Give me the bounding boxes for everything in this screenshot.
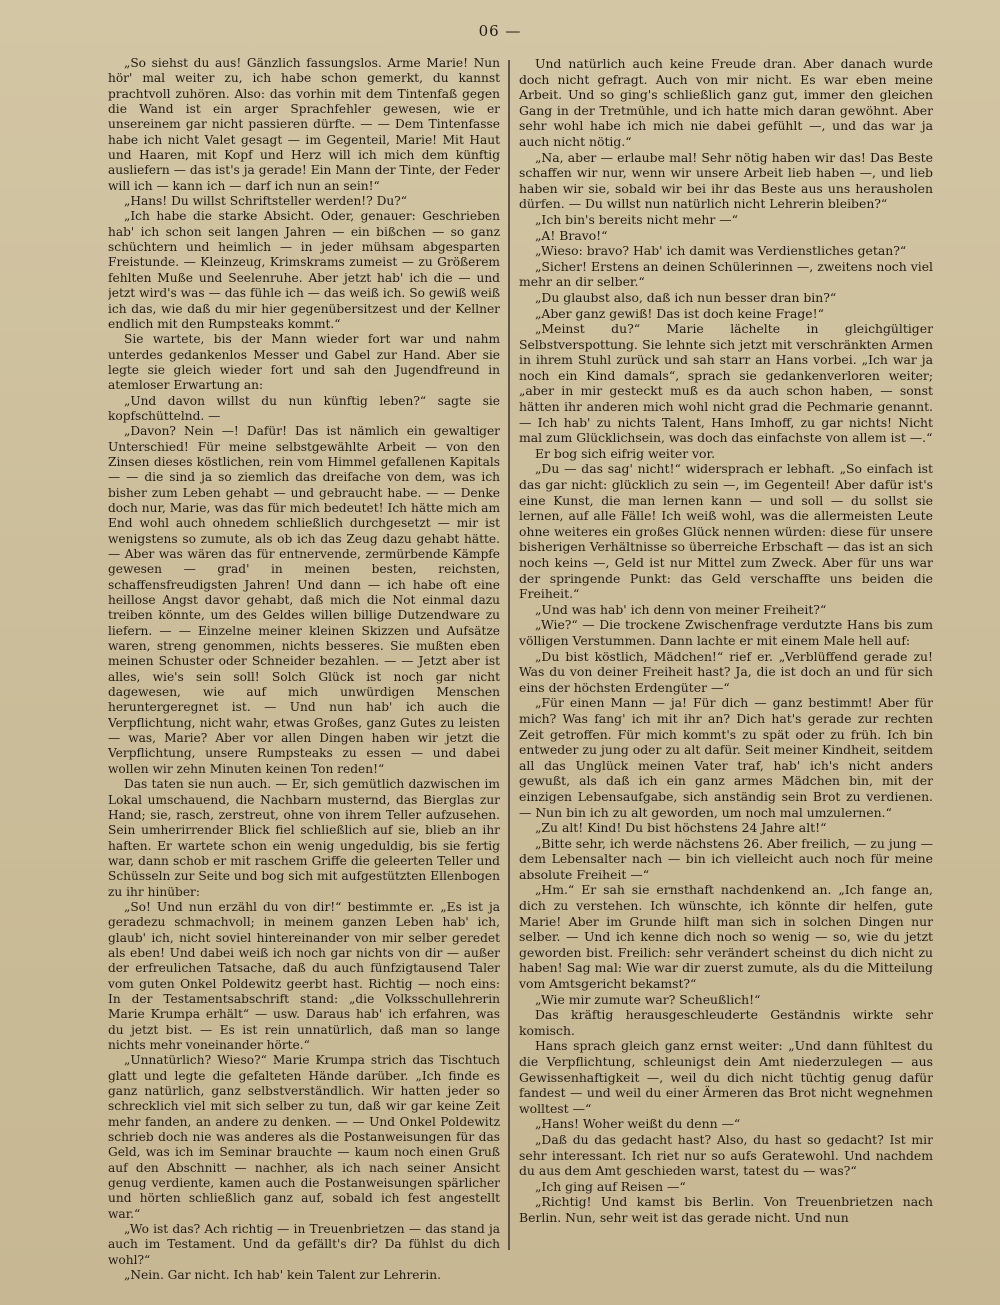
paragraph: „So! Und nun erzähl du von dir!“ bestimmte er. „Es ist ja geradezu schmachvoll; in meinem ganzen Leben hab' ich, glaub' ich, nicht soviel hintereinander von mir selber geredet als eben! Und dabei weiß ich noch gar nichts von dir — außer der erfreulichen Tatsache, daß du auch fünfzigtausend Taler vom guten Onkel Poldewitz geerbt hast. Richtig — noch eins: In der Testamentsabschrift stand: „die Volksschullehrerin Marie Krumpa erhält“ — usw. Daraus hab' ich erfahren, was du jetzt bist. — Es ist rein unnatürlich, daß man so lange nichts mehr voneinander hörte.“ [108, 899, 500, 1052]
paragraph: „Nein. Gar nicht. Ich hab' kein Talent zur Lehrerin. [124, 1268, 441, 1283]
paragraph: „Du glaubst also, daß ich nun besser dran bin?“ [535, 289, 837, 305]
paragraph: „Bitte sehr, ich werde nächstens 26. Aber freilich, — zu jung — dem Lebensalter nach — bin ich vielleicht auch noch für meine absolute Freiheit —“ [519, 835, 933, 882]
paragraph: „Hans! Woher weißt du denn —“ [535, 1116, 741, 1132]
paragraph: „Aber ganz gewiß! Das ist doch keine Frage!“ [535, 305, 824, 321]
paragraph: „Zu alt! Kind! Du bist höchstens 24 Jahre alt!“ [535, 820, 827, 836]
paragraph: „Na, aber — erlaube mal! Sehr nötig haben wir das! Das Beste schaffen wir nur, wenn wir unsere Arbeit lieb haben —, und lieb haben wir sie, sobald wir bei ihr das Beste aus uns herausholen dürfen. — Du willst nun natürlich nicht Lehrerin bleiben?“ [519, 149, 933, 212]
paragraph: „Du — das sag' nicht!“ widersprach er lebhaft. „So einfach ist das gar nicht: glücklich zu sein —, im Gegenteil! Aber dafür ist's eine Kunst, die man lernen kann — und soll — du sollst sie lernen, auf alle Fälle! Ich weiß wohl, was die allermeisten Leute ohne weiteres ein großes Glück nennen würden: diese für unsere bisherigen Verhältnisse so überreiche Erbschaft — das ist an sich noch keins —, Geld ist nur Mittel zum Zweck. Aber für uns war der springende Punkt: das Geld verschaffte uns beiden die Freiheit.“ [519, 461, 933, 602]
paragraph: „Ich bin's bereits nicht mehr —“ [535, 211, 738, 227]
paragraph: „Wie?“ — Die trockene Zwischenfrage verdutzte Hans bis zum völligen Verstummen. Dann lachte er mit einem Male hell auf: [519, 617, 933, 648]
paragraph: „Meinst du?“ Marie lächelte in gleichgültiger Selbstverspottung. Sie lehnte sich jetzt mit verschränkten Armen in ihrem Stuhl zurück und sah starr an Hans vorbei. „Ich war ja noch ein Kind damals“, sprach sie gedankenverloren weiter; „aber in mir gesteckt muß es da auch schon haben, — sonst hätten ihr anderen mich wohl nicht grad die Pechmarie genannt. — Ich hab' zu nichts Talent, Hans Imhoff, zu gar nichts! Nicht mal zum Glücklichsein, was doch das einfachste von allem ist —.“ [519, 321, 933, 446]
paragraph: „Unnatürlich? Wieso?“ Marie Krumpa strich das Tischtuch glatt und legte die gefalteten Hände darüber. „Ich finde es ganz natürlich, ganz selbstverständlich. Wir hatten jeder so schrecklich viel mit sich selber zu tun, daß wir gar keine Zeit mehr fanden, an andere zu denken. — — Und Onkel Poldewitz schrieb doch nie was anderes als die Postanweisungen für das Geld, was ich im Seminar brauchte — kaum noch einen Gruß auf den Abschnitt — nachher, als ich nach seiner Ansicht genug verdiente, kamen auch die Postanweisungen spärlicher und hörten schließlich ganz auf, sobald ich fest angestellt war.“ [108, 1053, 500, 1221]
paragraph: Das taten sie nun auch. — Er, sich gemütlich dazwischen im Lokal umschauend, die Nachbarn musternd, das Bierglas zur Hand; sie, rasch, zerstreut, ohne von ihrem Teller aufzusehen. Sein umherirrender Blick fiel schließlich auf sie, blieb an ihr haften. Er wartete schon ein wenig ungeduldig, bis sie fertig war, dann schob er mit raschem Griffe die geleerten Teller und Schüsseln zur Seite und bog sich mit aufgestützten Ellenbogen zu ihr hinüber: [108, 777, 500, 899]
left-text-column [108, 56, 500, 1296]
paragraph: „Ich ging auf Reisen —“ [535, 1178, 686, 1194]
paragraph: „Hans! Du willst Schriftsteller werden!? Du?“ [124, 194, 407, 209]
paragraph: Hans sprach gleich ganz ernst weiter: „Und dann fühltest du die Verpflichtung, schleunigst dein Amt niederzulegen — aus Gewissenhaftigkeit —, weil du dich nicht tüchtig genug dafür fandest — und weil du einer Ärmeren das Brot nicht wegnehmen wolltest —“ [519, 1038, 933, 1116]
paragraph: „Richtig! Und kamst bis Berlin. Von Treuenbrietzen nach Berlin. Nun, sehr weit ist das gerade nicht. Und nun [519, 1194, 933, 1225]
column-divider [508, 60, 510, 1250]
paragraph: „Wieso: bravo? Hab' ich damit was Verdienstliches getan?“ [535, 243, 907, 259]
paragraph: Und natürlich auch keine Freude dran. Aber danach wurde doch nicht gefragt. Auch von mir nicht. Es war eben meine Arbeit. Und so ging's schließlich ganz gut, immer den gleichen Gang in der Tretmühle, und ich hatte mich daran gewöhnt. Aber sehr wohl habe ich mich nie dabei gefühlt —, und das war ja auch nicht nötig.“ [519, 56, 933, 149]
right-text-column [519, 56, 933, 1296]
paragraph: „Sicher! Erstens an deinen Schülerinnen —, zweitens noch viel mehr an dir selber.“ [519, 258, 933, 290]
paragraph: „Du bist köstlich, Mädchen!“ rief er. „Verblüffend gerade zu! Was du von deiner Freiheit hast? Ja, die ist doch an und für sich eins der höchsten Erdengüter —“ [519, 648, 933, 695]
paragraph: „Hm.“ Er sah sie ernsthaft nachdenkend an. „Ich fange an, dich zu verstehen. Ich wünschte, ich könnte dir helfen, gute Marie! Aber im Grunde hilft man sich in solchen Dingen nur selber. — Und ich kenne dich noch so wenig — so, wie du jetzt geworden bist. Freilich: sehr verändert scheinst du dich nicht zu haben! Sag mal: Wie war dir zuerst zumute, als du die Mitteilung vom Amtsgericht bekamst?“ [519, 882, 933, 992]
paragraph: „Für einen Mann — ja! Für dich — ganz bestimmt! Aber für mich? Was fang' ich mit ihr an? Dich hat's gerade zur rechten Zeit getroffen. Für mich kommt's zu spät oder zu früh. Ich bin entweder zu jung oder zu alt dafür. Seit meiner Kindheit, seitdem all das Unglück meinen Vater traf, hab' ich's nicht anders gewußt, als daß ich ein ganz armes Mädchen bin, mit der einzigen Lebensaufgabe, sich anständig sein Brot zu verdienen. — Nun bin ich zu alt geworden, um noch mal umzulernen.“ [519, 695, 933, 820]
paragraph: „Und davon willst du nun künftig leben?“ sagte sie kopfschüttelnd. — [108, 393, 500, 423]
paragraph: „Daß du das gedacht hast? Also, du hast so gedacht? Ist mir sehr interessant. Ich riet nur so aufs Geratewohl. Und nachdem du aus dem Amt geschieden warst, tatest du — was?“ [519, 1131, 933, 1179]
paragraph: Sie wartete, bis der Mann wieder fort war und nahm unterdes gedankenlos Messer und Gabel zur Hand. Aber sie legte sie gleich wieder fort und sah den Jugendfreund in atemloser Erwartung an: [108, 332, 500, 393]
paragraph: „Und was hab' ich denn von meiner Freiheit?“ [535, 601, 827, 617]
paragraph: Er bog sich eifrig weiter vor. [535, 445, 716, 461]
page-number: 06 — [478, 22, 522, 40]
paragraph: „So siehst du aus! Gänzlich fassungslos. Arme Marie! Nun hör' mal weiter zu, ich habe schon gemerkt, du kannst prachtvoll zuhören. Also: das vorhin mit dem Tintenfaß gegen die Wand ist ein arger Sprachfehler gewesen, wie er unsereinem gar nicht passieren dürfte. — — Dem Tintenfasse habe ich nicht Valet gesagt — im Gegenteil, Marie! Mit Haut und Haaren, mit Kopf und Herz will ich mich dem künftig ausliefern — das ist's ja gerade! Ein Mann der Tinte, der Feder will ich — kann ich — darf ich nun an sein!“ [108, 56, 500, 193]
paragraph: „Wo ist das? Ach richtig — in Treuenbrietzen — das stand ja auch im Testament. Und da gefällt's dir? Da fühlst du dich wohl?“ [108, 1222, 500, 1267]
paragraph: Das kräftig herausgeschleuderte Geständnis wirkte sehr komisch. [519, 1007, 933, 1038]
paragraph: „Wie mir zumute war? Scheußlich!“ [535, 991, 761, 1007]
paragraph: „Ich habe die starke Absicht. Oder, genauer: Geschrieben hab' ich schon seit langen Jahren — ein bißchen — so ganz schüchtern und heimlich — in jeder mühsam abgesparten Freistunde. — Kleinzeug, Krimskrams zumeist — zu Größerem fehlten Muße und Seelenruhe. Aber jetzt hab' ich die — und jetzt wird's was — das fühle ich — das weiß ich. So gewiß weiß ich das, wie daß du mir hier gegenübersitzest und der Kellner endlich mit den Rumpsteaks kommt.“ [108, 209, 500, 331]
paragraph: „Davon? Nein —! Dafür! Das ist nämlich ein gewaltiger Unterschied! Für meine selbstgewählte Arbeit — von den Zinsen dieses köstlichen, rein vom Himmel gefallenen Kapitals — — die sind ja so ziemlich das dreifache von dem, was ich bisher zum Leben gehabt — und gebraucht habe. — — Denke doch nur, Marie, was das für mich bedeutet! Ich hätte mich am End wohl auch ohnedem schließlich durchgesetzt — mir ist wenigstens so zumute, als ob ich das Zeug dazu gehabt hätte. — Aber was wären das für entnervende, zermürbende Kämpfe gewesen — grad' in meinen besten, reichsten, schaffensfreudigsten Jahren! Und dann — ich habe oft eine heillose Angst davor gehabt, daß mich die Not einmal dazu treiben könnte, um des Geldes willen billige Dutzendware zu liefern. — — Einzelne meiner kleinen Skizzen und Aufsätze waren, streng genommen, nichts besseres. Sie mußten eben meinen Schuster oder Schneider bezahlen. — — Jetzt aber ist alles, wie's sein soll! Solch Glück ist noch gar nicht dagewesen, wie auf mich unwürdigen Menschen heruntergeregnet ist. — Und nun hab' ich auch die Verpflichtung, nicht wahr, etwas Großes, ganz Gutes zu leisten — was, Marie? Aber vor allen Dingen haben wir jetzt die Verpflichtung, unsere Rumpsteaks zu essen — und dabei wollen wir zehn Minuten keinen Ton reden!“ [108, 424, 500, 776]
paragraph: „A! Bravo!“ [535, 227, 608, 243]
